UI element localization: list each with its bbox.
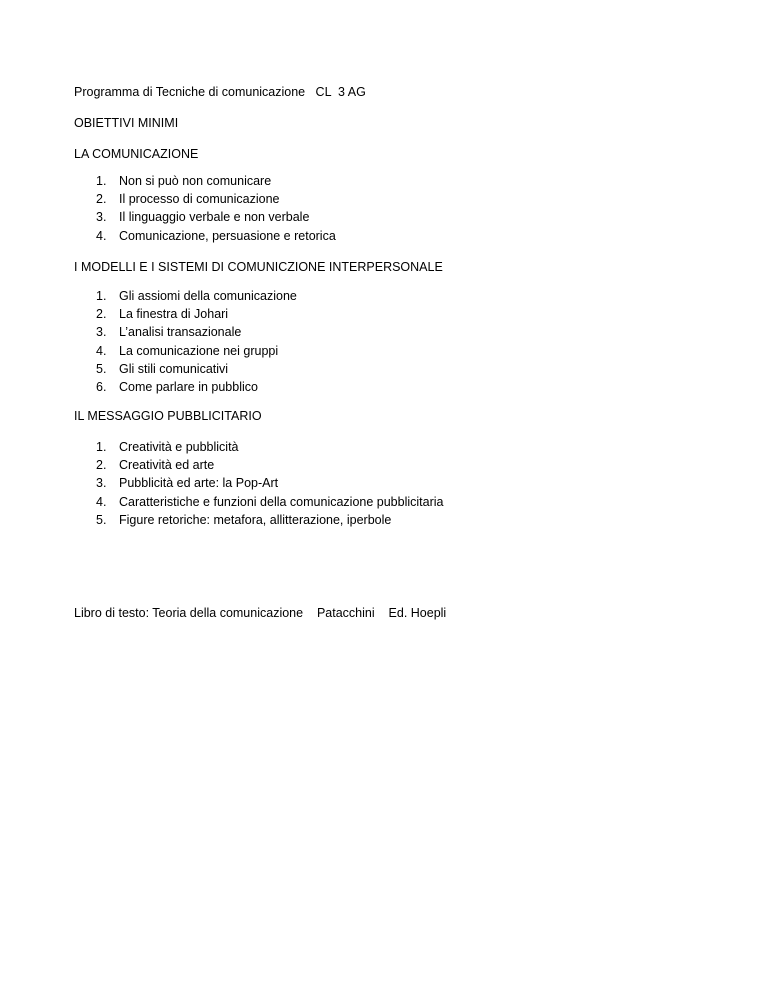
list-text: Non si può non comunicare — [119, 174, 272, 188]
list-text: Caratteristiche e funzioni della comunicazione pubblicitaria — [119, 494, 444, 509]
list-text: Il processo di comunicazione — [119, 192, 280, 207]
list-text: Come parlare in pubblico — [119, 379, 258, 394]
section-heading-pubblicitario: IL MESSAGGIO PUBBLICITARIO — [74, 409, 262, 423]
list-text: La finestra di Johari — [119, 307, 229, 322]
list-number: 4. — [96, 343, 107, 358]
list-number: 2. — [96, 307, 107, 322]
list-text: L’analisi transazionale — [119, 325, 242, 340]
list-text: Creatività ed arte — [119, 458, 215, 473]
list-number: 3. — [96, 476, 107, 491]
list-text: Creatività e pubblicità — [119, 440, 239, 454]
list-number: 2. — [96, 458, 107, 473]
list-text: La comunicazione nei gruppi — [119, 343, 279, 358]
list-text: Gli stili comunicativi — [119, 361, 229, 376]
list-number: 1. — [96, 174, 107, 188]
list-number: 4. — [96, 228, 107, 243]
list-text: Il linguaggio verbale e non verbale — [119, 210, 310, 225]
list-number: 5. — [96, 361, 107, 376]
list-text: Figure retoriche: metafora, allitterazione, iperbole — [119, 512, 392, 527]
textbook-reference: Libro di testo: Teoria della comunicazione Patacchini Ed. Hoepli — [74, 606, 447, 620]
list-number: 2. — [96, 192, 107, 207]
list-text: Pubblicità ed arte: la Pop-Art — [119, 476, 279, 491]
list-number: 3. — [96, 325, 107, 340]
list-number: 6. — [96, 379, 107, 394]
list-text: Gli assiomi della comunicazione — [119, 289, 297, 303]
list-text: Comunicazione, persuasione e retorica — [119, 228, 336, 243]
list-number: 5. — [96, 512, 107, 527]
list-number: 1. — [96, 289, 107, 303]
section-heading-comunicazione: LA COMUNICAZIONE — [74, 147, 199, 161]
section-objectives: OBIETTIVI MINIMI — [74, 116, 179, 130]
list-number: 3. — [96, 210, 107, 225]
list-number: 1. — [96, 440, 107, 454]
list-number: 4. — [96, 494, 107, 509]
document-title: Programma di Tecniche di comunicazione CL 3 AG — [74, 85, 366, 99]
section-heading-modelli: I MODELLI E I SISTEMI DI COMUNICZIONE INTERPERSONALE — [74, 260, 443, 274]
